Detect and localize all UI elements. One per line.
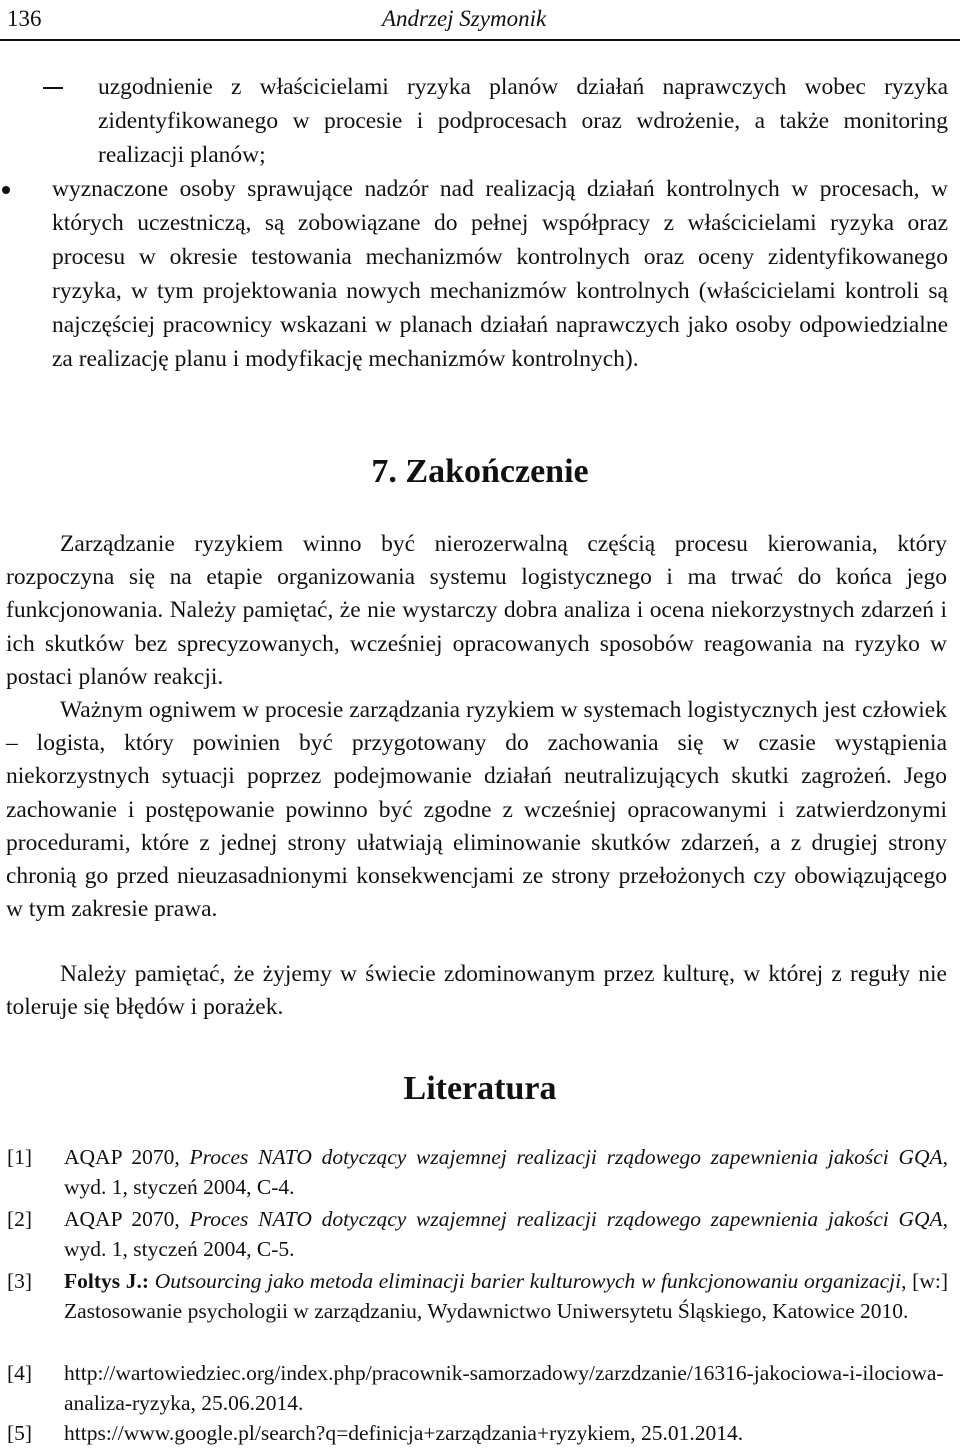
reference-number: [3] [7, 1269, 33, 1293]
reference-number: [5] [7, 1421, 33, 1445]
reference-text [64, 1142, 948, 1202]
reference-author: Foltys J. [64, 1269, 142, 1293]
paragraph: Należy pamiętać, że żyjemy w świecie zdominowanym przez kulturę, w której z reguły nie toleruje się błędów i porażek. [6, 961, 947, 1021]
reference-details: , wyd. 1, styczeń 2004, C-5. [64, 1207, 949, 1261]
reference-details: , wyd. 1, styczeń 2004, C-4. [64, 1145, 949, 1199]
reference-title: Proces NATO dotyczący wzajemnej realizacji rządowego zapewnienia jakości GQA [189, 1145, 943, 1169]
reference-link[interactable]: http://wartowiedziec.org/index.php/pracownik-samorzadowy/zarzdzanie/16316-jakociowa-i-ilociowa-analiza-ryzyka, 25.06.2014. [64, 1361, 944, 1415]
running-head-author: Andrzej Szymonik [382, 6, 547, 31]
reference-separator: : [141, 1269, 155, 1293]
dash-marker [43, 87, 63, 89]
reference-title: Proces NATO dotyczący wzajemnej realizacji rządowego zapewnienia jakości GQA [189, 1207, 943, 1231]
paragraph: Zarządzanie ryzykiem winno być nierozerwalną częścią procesu kierowania, który rozpoczyna się na etapie organizowania systemu logistycznego i ma trwać do końca jego funkcjonowania. Należy pamiętać, że nie wystarczy dobra analiza i ocena niekorzystnych zdarzeń i ich skutków bez sprecyzowanych, wcześniej opracowanych sposobów reagowania na ryzyko w postaci planów reakcji. [6, 531, 947, 690]
page-header [0, 0, 960, 44]
list-item-text: wyznaczone osoby sprawujące nadzór nad realizacją działań kontrolnych w procesach, w których uczestniczą, są zobowiązane do pełnej współpracy z właścicielami ryzyka oraz procesu w okresie testowania mechanizmów kontrolnych oraz oceny zidentyfikowanego ryzyka, w tym projektowania nowych mechanizmów kontrolnych (właścicielami kontroli są najczęściej pracownicy wskazani w planach działań naprawczych jako osoby odpowiedzialne za realizację planu i modyfikację mechanizmów kontrolnych). [52, 176, 948, 372]
reference-number: [1] [7, 1145, 33, 1169]
reference-prefix: AQAP 2070, [64, 1145, 190, 1169]
reference-text [64, 1266, 948, 1326]
list-item-dot [0, 172, 960, 412]
reference-number: [2] [7, 1207, 33, 1231]
reference-title: Outsourcing jako metoda eliminacji barier kulturowych w funkcjonowaniu organizacji [154, 1269, 902, 1293]
bibliography-title: Literatura [403, 1070, 557, 1107]
reference-text [64, 1204, 948, 1264]
list-item-text: uzgodnienie z właścicielami ryzyka planów działań naprawczych wobec ryzyka zidentyfikowanego w procesie i podprocesach oraz wdrożenie, a także monitoring realizacji planów; [98, 74, 948, 168]
reference-details: , [w:] Zastosowanie psychologii w zarządzaniu, Wydawnictwo Uniwersytetu Śląskiego, Katowice 2010. [64, 1269, 948, 1323]
reference-number: [4] [7, 1361, 33, 1385]
section-title: 7. Zakończenie [371, 453, 589, 490]
reference-prefix: AQAP 2070, [64, 1207, 190, 1231]
bullet-dot [2, 186, 10, 194]
list-item-dash [0, 70, 960, 172]
paragraph: Ważnym ogniwem w procesie zarządzania ryzykiem w systemach logistycznych jest człowiek – logista, który powinien być przygotowany do zachowania się w czasie wystąpienia niekorzystnych sytuacji poprzez podejmowanie działań neutralizujących skutki zagrożeń. Jego zachowanie i postępowanie powinno być zgodne z wcześniej opracowanymi i zatwierdzonymi procedurami, które z jednej strony ułatwiają eliminowanie skutków zdarzeń, a z drugiej strony chronią go przed nieuzasadnionymi konsekwencjami ze strony przełożonych czy obowiązującego w tym zakresie prawa. [6, 697, 947, 923]
header-rule [0, 39, 960, 41]
page-number: 136 [7, 6, 42, 31]
reference-link[interactable]: https://www.google.pl/search?q=definicja+zarządzania+ryzykiem, 25.01.2014. [64, 1421, 744, 1445]
